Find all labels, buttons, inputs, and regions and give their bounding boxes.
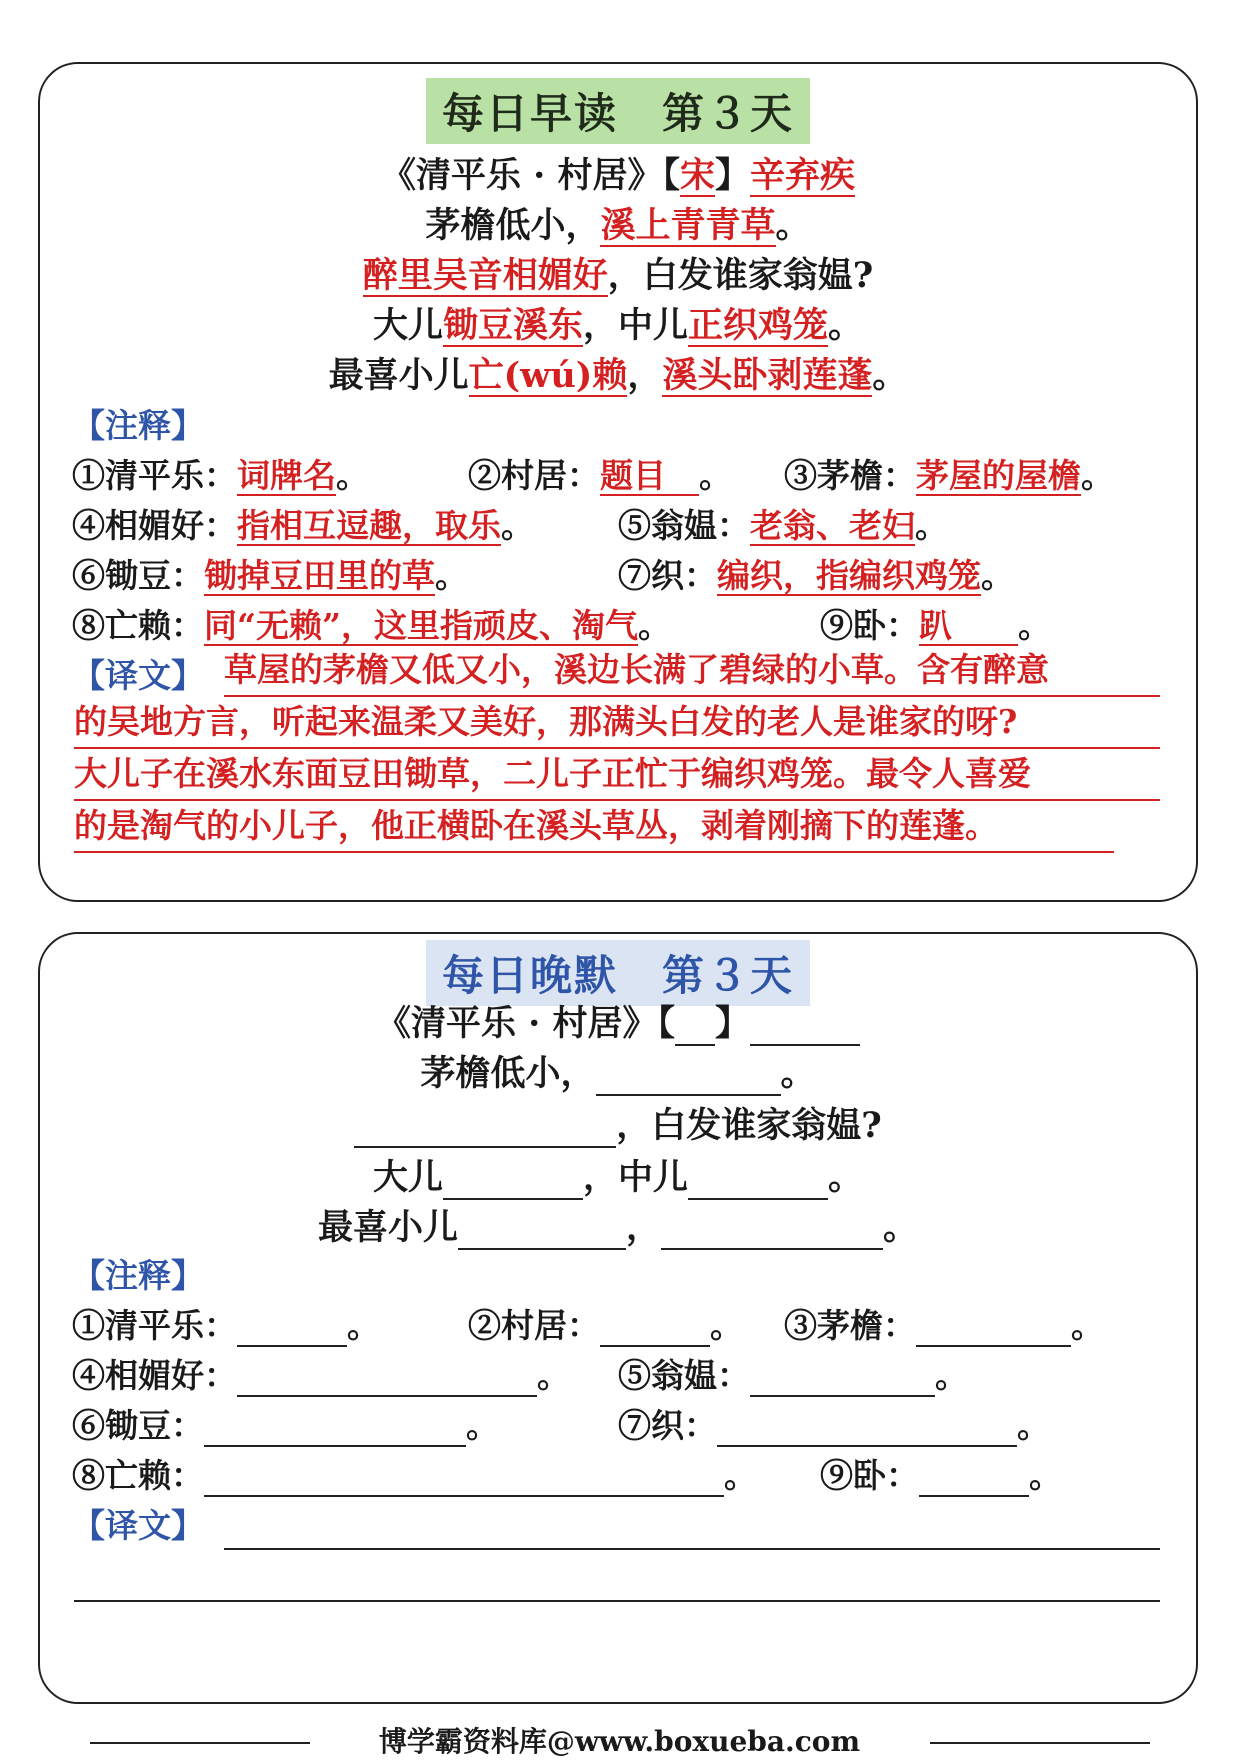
translation-line-1: 草屋的茅檐又低又小，溪边长满了碧绿的小草。含有醉意 [224,647,1160,697]
note-9-blank-line[interactable] [919,1459,1029,1497]
note-2-blank-line[interactable] [600,1309,710,1347]
note-9-answer: 趴 [919,606,1018,645]
line4-mid: ， [627,355,663,396]
note-6-label-blank: ⑥锄豆： [72,1406,204,1445]
line1-answer: 溪上青青草 [600,205,776,246]
note-7-label-blank: ⑦织： [618,1406,717,1445]
poem-line-1-blank [40,1046,1196,1096]
note-2 [468,450,732,497]
note-5-label: ⑤翁媪： [618,506,750,545]
poem-line-2-blank [40,1098,1196,1148]
author-answer: 辛弃疾 [750,155,856,196]
evening-dictation-card [38,932,1198,1704]
line4-end: 。 [872,355,908,396]
poem-title-blank: 《清平乐 · 村居》【 [375,1003,676,1044]
bracket-close-blank: 】 [715,1003,751,1044]
note-4-end: 。 [501,506,534,545]
line3-blank-1[interactable] [443,1162,583,1200]
note-9-label: ⑨卧： [820,606,919,645]
note-7-end-blank: 。 [1017,1406,1050,1445]
line1-end-blank: 。 [780,1053,816,1094]
note-3-label: ③茅檐： [784,456,916,495]
translation-blank-line-1[interactable] [224,1546,1160,1550]
note-8-label-blank: ⑧亡赖： [72,1456,204,1495]
note-7-label: ⑦织： [618,556,717,595]
dynasty-blank[interactable] [675,1008,715,1046]
morning-reading-card [38,62,1198,902]
line4-blank-1[interactable] [458,1212,626,1250]
poem-title-line [40,148,1196,198]
line3-text: 大儿 [372,305,443,346]
note-5 [618,500,948,547]
note-1-blank [72,1300,380,1347]
poem-line-4 [40,348,1196,398]
note-7 [618,550,1014,597]
note-7-blank [618,1400,1050,1447]
poem-line-3 [40,298,1196,348]
line4-answer-1: 亡(wú)赖 [468,355,628,396]
note-6-label: ⑥锄豆： [72,556,204,595]
translation-line-3: 大儿子在溪水东面豆田锄草，二儿子正忙于编织鸡笼。最令人喜爱 [74,751,1160,801]
line4-mid-blank: ， [625,1207,661,1248]
note-4-blank-line[interactable] [237,1359,537,1397]
bracket-close: 】 [715,155,751,196]
note-1-label-blank: ①清平乐： [72,1306,237,1345]
notes-header: 【注释】 [72,406,204,445]
note-8-end: 。 [637,606,671,645]
author-blank[interactable] [750,1008,860,1046]
note-6-end: 。 [435,556,468,595]
line3-text-blank: 大儿 [372,1157,443,1198]
note-1-blank-line[interactable] [237,1309,347,1347]
translation-blank-line-2[interactable] [74,1598,1160,1602]
note-2-label-blank: ②村居： [468,1306,600,1345]
note-9-end-blank: 。 [1029,1456,1062,1495]
note-4-answer: 指相互逗趣，取乐 [237,506,501,545]
note-6-blank-line[interactable] [204,1409,466,1447]
translation-header-blank: 【译文】 [72,1506,204,1545]
line4-text: 最喜小儿 [328,355,469,396]
line1-text: 茅檐低小， [425,205,601,246]
line2-blank[interactable] [354,1110,616,1148]
note-3-blank [784,1300,1104,1347]
evening-title: 每日晚默 第３天 [426,940,810,1006]
note-7-answer: 编织，指编织鸡笼 [717,556,981,595]
line3-answer-1: 锄豆溪东 [442,305,583,346]
line1-end: 。 [775,205,811,246]
translation-header: 【译文】 [72,656,204,695]
note-3-answer: 茅屋的屋檐 [916,456,1081,495]
poem-line-4-blank [40,1200,1196,1250]
note-8 [72,600,671,647]
note-1-label: ①清平乐： [72,456,237,495]
note-9-label-blank: ⑨卧： [820,1456,919,1495]
note-5-answer: 老翁、老妇 [750,506,915,545]
note-6-answer: 锄掉豆田里的草 [204,556,435,595]
note-4-label: ④相媚好： [72,506,237,545]
note-1-answer: 词牌名 [237,456,336,495]
footer-rule-right [930,1742,1150,1744]
note-1-end-blank: 。 [347,1306,380,1345]
note-4-blank [72,1350,570,1397]
line4-answer-2: 溪头卧剥莲蓬 [662,355,873,396]
translation-line-4: 的是淘气的小儿子，他正横卧在溪头草丛，剥着刚摘下的莲蓬。 [74,803,1114,853]
note-5-end-blank: 。 [935,1356,968,1395]
note-7-end: 。 [981,556,1014,595]
note-8-answer: 同“无赖”，这里指顽皮、淘气 [204,606,638,645]
morning-title: 每日早读 第３天 [426,78,810,144]
note-5-blank-line[interactable] [750,1359,935,1397]
note-9-blank [820,1450,1062,1497]
note-3-end: 。 [1081,456,1114,495]
line3-end: 。 [828,305,864,346]
note-8-label: ⑧亡赖： [72,606,204,645]
poem-line-2 [40,248,1196,298]
note-4-end-blank: 。 [537,1356,570,1395]
note-8-end-blank: 。 [724,1456,757,1495]
note-5-blank [618,1350,968,1397]
note-4 [72,500,534,547]
line1-blank[interactable] [596,1058,781,1096]
note-1 [72,450,369,497]
line1-text-blank: 茅檐低小， [420,1053,596,1094]
translation-line-2: 的吴地方言，听起来温柔又美好，那满头白发的老人是谁家的呀? [74,699,1160,749]
line3-end-blank: 。 [828,1157,864,1198]
line4-blank-2[interactable] [661,1212,883,1250]
note-3-end-blank: 。 [1071,1306,1104,1345]
note-5-label-blank: ⑤翁媪： [618,1356,750,1395]
dynasty-answer: 宋 [680,155,716,196]
note-7-blank-line[interactable] [717,1409,1017,1447]
poem-line-3-blank [40,1150,1196,1200]
note-9-end: 。 [1018,606,1051,645]
note-8-blank-line[interactable] [204,1459,724,1497]
note-6-blank [72,1400,499,1447]
note-6 [72,550,468,597]
line3-blank-2[interactable] [688,1162,828,1200]
poem-line-1 [40,198,1196,248]
note-2-answer: 题目 [600,456,699,495]
notes-header-blank: 【注释】 [72,1256,204,1295]
note-2-end: 。 [699,456,732,495]
poem-title: 《清平乐 · 村居》【 [380,155,680,196]
note-8-blank [72,1450,757,1497]
line2-answer: 醉里吴音相媚好 [362,255,608,296]
note-3-blank-line[interactable] [916,1309,1071,1347]
line2-text-blank: ，白发谁家翁媪? [616,1105,882,1146]
line3-answer-2: 正织鸡笼 [688,305,829,346]
note-2-blank [468,1300,743,1347]
note-3-label-blank: ③茅檐： [784,1306,916,1345]
footer-watermark: 博学霸资料库@www.boxueba.com [378,1725,861,1758]
line2-text: ，白发谁家翁媪? [607,255,874,296]
note-2-label: ②村居： [468,456,600,495]
line3-mid: ，中儿 [582,305,688,346]
line4-end-blank: 。 [883,1207,919,1248]
note-3 [784,450,1114,497]
note-9 [820,600,1051,647]
note-5-end: 。 [915,506,948,545]
line4-text-blank: 最喜小儿 [317,1207,458,1248]
poem-title-line-blank [40,996,1196,1046]
note-4-label-blank: ④相媚好： [72,1356,237,1395]
note-2-end-blank: 。 [710,1306,743,1345]
note-1-end: 。 [336,456,369,495]
note-6-end-blank: 。 [466,1406,499,1445]
line3-mid-blank: ，中儿 [582,1157,688,1198]
